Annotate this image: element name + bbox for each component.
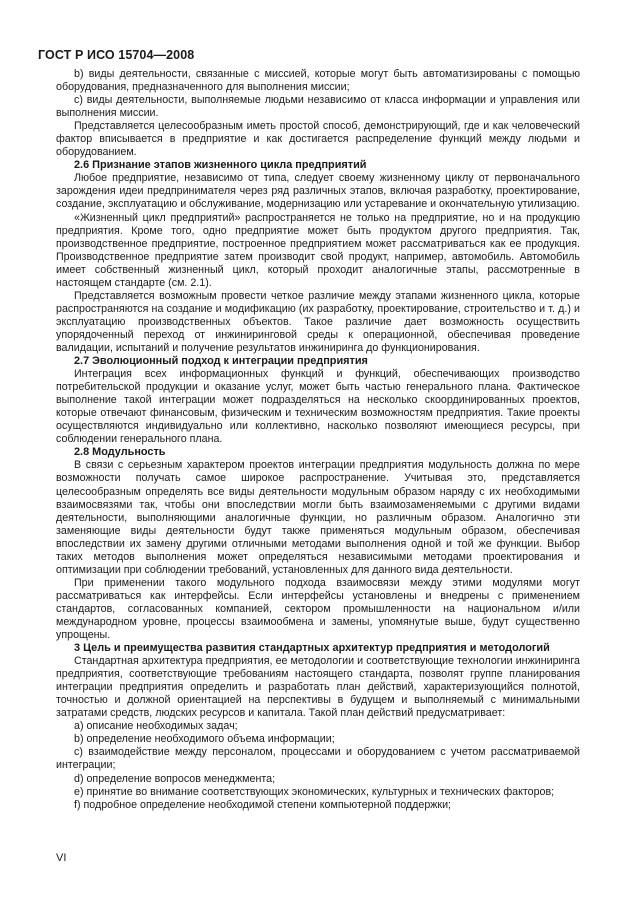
section-heading: 2.6 Признание этапов жизненного цикла предприятий bbox=[74, 159, 367, 172]
paragraph: В связи с серьезным характером проектов интеграции предприятия модульность должна по мере возможности получать самое широкое распространение. Учитывая это, представляется целесообразным определять все виды деятельности модульным образом наряду с их необходимыми взаимосвязями так, чтобы они впоследствии могли быть взаимозаменяемыми с другими видами деятельности, выполняющими аналогичные функции, но различным образом. Аналогично эти заменяющие виды деятельности будут также применяться модульным образом, обеспечивая впоследствии их замену другими отличными методами выполнения одной и той же функции. Выбор таких методов выполнения может определяться независимыми методами проектирования и оптимизации при соблюдении требований, установленных для данного вида деятельности. bbox=[56, 459, 580, 576]
paragraph: Представляется целесообразным иметь простой способ, демонстрирующий, где и как человеческий фактор вписывается в предприятие и как достигается распределение функций между людьми и оборудованием. bbox=[56, 120, 580, 159]
section-heading: 2.8 Модульность bbox=[74, 446, 166, 459]
paragraph: Любое предприятие, независимо от типа, следует своему жизненному циклу от первоначального зарождения идеи предпринимателя через ряд различных этапов, включая разработку, проектирование, создание, эксплуатацию и обслуживание, модернизацию или устаревание и окончательную утилизацию. bbox=[56, 172, 580, 211]
section-heading: 3 Цель и преимущества развития стандартных архитектур предприятия и методологий bbox=[74, 642, 550, 655]
list-item: b) определение необходимого объема информации; bbox=[74, 733, 335, 746]
paragraph: c) виды деятельности, выполняемые людьми независимо от класса информации и управления или выполнения миссии. bbox=[56, 94, 580, 120]
paragraph: «Жизненный цикл предприятий» распространяется не только на предприятие, но и на продукцию предприятия. Кроме того, одно предприятие может быть продуктом другого предприятия. Так, производственное предприятие, построенное предприятием может рассматриваться как ее продукция. Производственное предприятие затем производит свой продукт, например, автомобиль. Автомобиль имеет собственный жизненный цикл, который проходит аналогичные этапы, рассмотренные в настоящем стандарте (см. 2.1). bbox=[56, 211, 580, 289]
list-item: c) взаимодействие между персоналом, процессами и оборудованием с учетом рассматриваемой интеграции; bbox=[56, 746, 580, 772]
section-heading: 2.7 Эволюционный подход к интеграции предприятия bbox=[74, 355, 368, 368]
list-item: f) подробное определение необходимой степени компьютерной поддержки; bbox=[74, 798, 452, 811]
paragraph: Представляется возможным провести четкое различие между этапами жизненного цикла, которые распространяются на создание и модификацию (их разработку, проектирование, строительство и т. д.) и эксплуатацию производственных объектов. Такое различие дает возможность осуществить упорядоченный переход от инжиниринговой среды к операционной, обеспечивая проведение валидации, испытаний и получение результатов инжиниринга до функционирования. bbox=[56, 289, 580, 354]
paragraph: Интеграция всех информационных функций и функций, обеспечивающих производство потребительской продукции и оказание услуг, может быть частью генерального плана. Фактическое выполнение такой интеграции может подразделяться на несколько скоординированных проектов, которые отвечают финансовым, физическим и техническим возможностям предприятия. Такие проекты осуществляются индивидуально или коллективно, насколько позволяют имеющиеся ресурсы, при соблюдении генерального плана. bbox=[56, 368, 580, 446]
document-body bbox=[56, 68, 580, 812]
list-item: e) принятие во внимание соответствующих экономических, культурных и технических факторов; bbox=[74, 785, 555, 798]
paragraph: При применении такого модульного подхода взаимосвязи между этими модулями могут рассматриваться как интерфейсы. Если интерфейсы установлены и внедрены с применением стандартов, согласованных компанией, сектором промышленности на национальном и/или международном уровне, процессы взаимообмена и замены, упомянутые выше, будут существенно упрощены. bbox=[56, 576, 580, 642]
list-item: d) определение вопросов менеджмента; bbox=[74, 772, 276, 785]
page-number: VI bbox=[56, 852, 67, 864]
list-item: a) описание необходимых задач; bbox=[74, 720, 238, 733]
paragraph: Стандартная архитектура предприятия, ее методологии и соответствующие технологии инжиниринга предприятия, соответствующие требованиям настоящего стандарта, позволят группе планирования интеграции предприятия определить и разработать план действий, характеризующийся полнотой, точностью и должной ориентацией на перспективы в будущем и выполняемый с минимальными затратами средств, людских ресурсов и капитала. Такой план действий предусматривает: bbox=[56, 655, 580, 720]
paragraph: b) виды деятельности, связанные с миссией, которые могут быть автоматизированы с помощью оборудования, предназначенного для выполнения миссии; bbox=[56, 68, 580, 94]
document-header-title: ГОСТ Р ИСО 15704—2008 bbox=[38, 48, 195, 62]
